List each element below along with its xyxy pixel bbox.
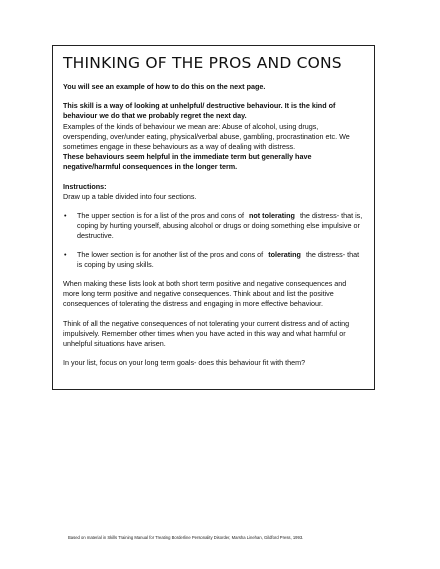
behaviour-examples: Examples of the kinds of behaviour we mean are: Abuse of alcohol, using drugs, overspending, over/under eating, physical/verbal abuse, gambling, procrastination etc. We sometimes engage in these behaviours as a way of dealing with distress. — [63, 121, 350, 152]
bullet-keyword: tolerating — [268, 249, 301, 259]
negative-consequences-paragraph: Think of all the negative consequences of not tolerating your current distress and of acting impulsively. Remember other times when you have acted in this way and what harmful or unhelpful situations have arisen. — [63, 318, 350, 349]
bullet-text-post: the distress- that is coping by using skills. — [77, 249, 360, 269]
source-footer: Based on material in Skills Training Manual for Treating Borderline Personality Disorder, Marsha Linehan, Gildford Press, 1993. — [68, 535, 304, 540]
bullet-keyword: not tolerating — [249, 211, 295, 221]
bullet-text-pre: The lower section is for another list of the pros and cons of — [77, 249, 264, 259]
instructions-list — [63, 211, 364, 270]
long-term-goals-paragraph: In your list, focus on your long term goals- does this behaviour fit with them? — [63, 358, 306, 368]
bullet-text-post: the distress- that is, coping by hurting yourself, abusing alcohol or drugs or doing something else impulsive or destructive. — [77, 211, 363, 241]
instructions-line: Draw up a table divided into four sections. — [63, 191, 197, 201]
short-long-term-paragraph: When making these lists look at both short term positive and negative consequences and more long term positive and negative consequences. Think about and list the positive consequences of tolerating the distress and engaging in more effective behaviour. — [63, 279, 347, 309]
list-item — [63, 211, 364, 242]
skill-description: This skill is a way of looking at unhelpful/ destructive behaviour. It is the kind of behaviour we do that we probably regret the next day. — [63, 101, 336, 121]
list-item — [63, 250, 364, 270]
bullet-text-pre: The upper section is for a list of the pros and cons of — [77, 211, 245, 221]
instructions-heading: Instructions: — [63, 181, 107, 191]
consequences-note: These behaviours seem helpful in the immediate term but generally have negative/harmful consequences in the longer term. — [63, 152, 312, 172]
intro-text: You will see an example of how to do this on the next page. — [63, 82, 266, 91]
content-box — [52, 45, 375, 390]
page-title: THINKING OF THE PROS AND CONS — [63, 54, 342, 72]
